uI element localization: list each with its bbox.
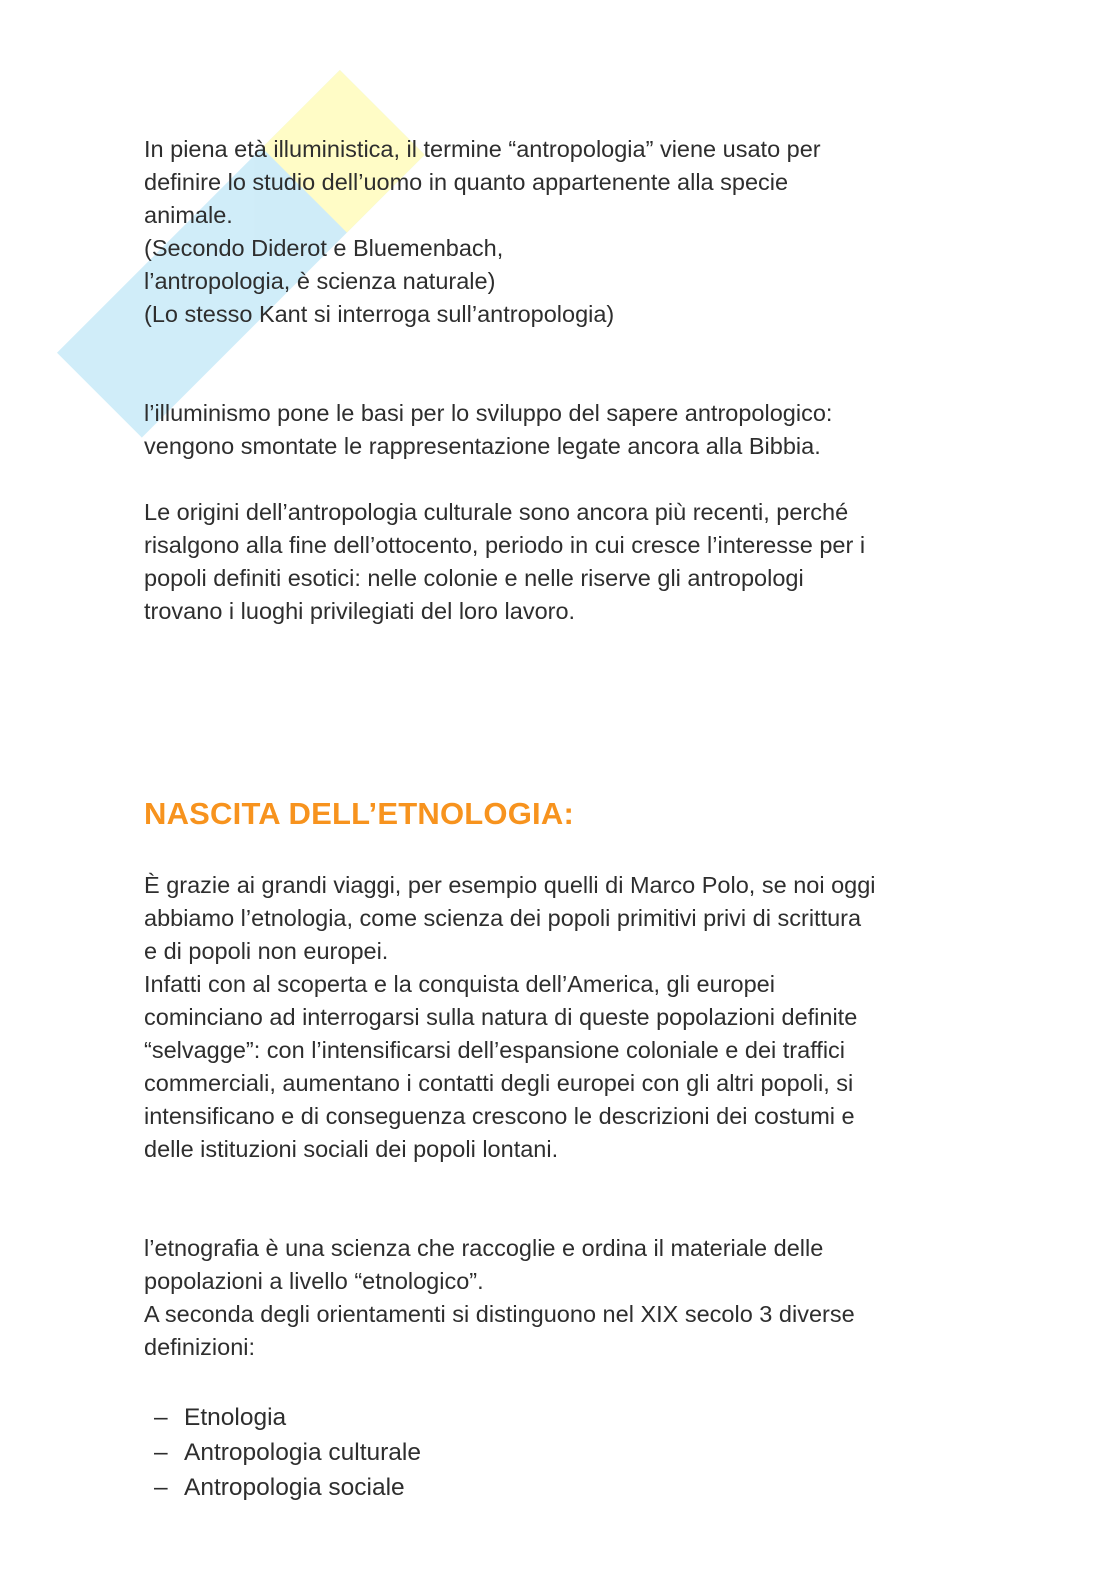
text-line: È grazie ai grandi viaggi, per esempio quelli di Marco Polo, se noi oggi	[144, 872, 876, 898]
text-line: popoli definiti esotici: nelle colonie e nelle riserve gli antropologi	[144, 565, 804, 591]
text-line: popolazioni a livello “etnologico”.	[144, 1268, 484, 1294]
text-line: commerciali, aumentano i contatti degli europei con gli altri popoli, si	[144, 1070, 854, 1096]
text-line: (Lo stesso Kant si interroga sull’antropologia)	[144, 301, 615, 327]
list-dash: –	[154, 1439, 168, 1466]
text-line: abbiamo l’etnologia, come scienza dei popoli primitivi privi di scrittura	[144, 905, 862, 931]
paragraph-enlightenment	[144, 133, 984, 331]
paragraph-ethnography	[144, 1232, 984, 1364]
text-line: l’illuminismo pone le basi per lo sviluppo del sapere antropologico:	[144, 400, 833, 426]
list-item-label: Etnologia	[184, 1404, 287, 1431]
definitions-list	[144, 1400, 984, 1505]
list-item-label: Antropologia sociale	[184, 1474, 405, 1501]
text-line: definire lo studio dell’uomo in quanto appartenente alla specie	[144, 169, 789, 195]
section-title: NASCITA DELL’ETNOLOGIA:	[144, 796, 574, 831]
text-line: trovano i luoghi privilegiati del loro lavoro.	[144, 598, 576, 624]
text-line: (Secondo Diderot e Bluemenbach,	[144, 235, 504, 261]
text-line: definizioni:	[144, 1334, 256, 1360]
text-line: cominciano ad interrogarsi sulla natura di queste popolazioni definite	[144, 1004, 858, 1030]
list-item-label: Antropologia culturale	[184, 1439, 421, 1466]
paragraph-ethnology-birth	[144, 869, 984, 1166]
text-line: Infatti con al scoperta e la conquista dell’America, gli europei	[144, 971, 775, 997]
list-item	[144, 1400, 984, 1435]
text-line: vengono smontate le rappresentazione legate ancora alla Bibbia.	[144, 433, 821, 459]
list-item	[144, 1470, 984, 1505]
paragraph-cultural-origins	[144, 496, 984, 628]
paragraph-anthropological-knowledge	[144, 397, 984, 463]
text-line: Le origini dell’antropologia culturale sono ancora più recenti, perché	[144, 499, 849, 525]
text-line: animale.	[144, 202, 233, 228]
text-line: intensificano e di conseguenza crescono le descrizioni dei costumi e	[144, 1103, 855, 1129]
text-line: delle istituzioni sociali dei popoli lontani.	[144, 1136, 559, 1162]
list-dash: –	[154, 1404, 168, 1431]
text-line: l’antropologia, è scienza naturale)	[144, 268, 496, 294]
text-line: A seconda degli orientamenti si distinguono nel XIX secolo 3 diverse	[144, 1301, 855, 1327]
text-line: In piena età illuministica, il termine “antropologia” viene usato per	[144, 136, 821, 162]
text-line: “selvagge”: con l’intensificarsi dell’espansione coloniale e dei traffici	[144, 1037, 846, 1063]
document-page	[144, 133, 984, 1505]
text-line: l’etnografia è una scienza che raccoglie e ordina il materiale delle	[144, 1235, 824, 1261]
text-line: e di popoli non europei.	[144, 938, 389, 964]
list-dash: –	[154, 1474, 168, 1501]
text-line: risalgono alla fine dell’ottocento, periodo in cui cresce l’interesse per i	[144, 532, 866, 558]
list-item	[144, 1435, 984, 1470]
